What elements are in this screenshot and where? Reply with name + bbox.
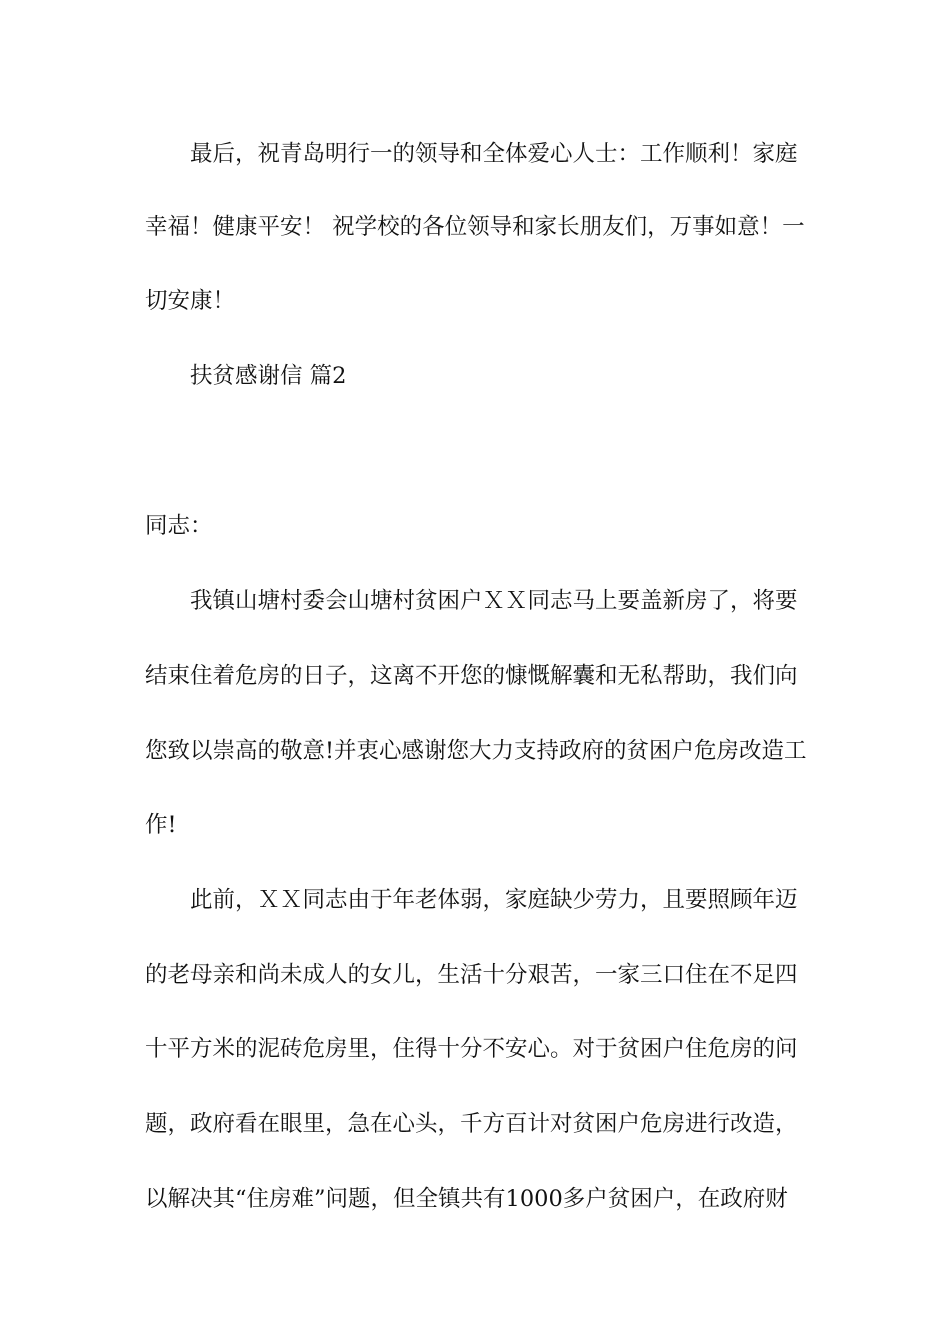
paragraph-2-line-1: 此前，ＸＸ同志由于年老体弱，家庭缺少劳力，且要照顾年迈 — [190, 887, 798, 913]
paragraph-1-line-1: 我镇山塘村委会山塘村贫困户ＸＸ同志马上要盖新房了，将要 — [190, 588, 798, 614]
paragraph-2-line-5: 以解决其“住房难”问题，但全镇共有1000多户贫困户，在政府财 — [145, 1186, 788, 1212]
paragraph-1-line-2: 结束住着危房的日子，这离不开您的慷慨解囊和无私帮助，我们向 — [145, 663, 798, 689]
paragraph-1-line-3: 您致以崇高的敬意!并衷心感谢您大力支持政府的贫困户危房改造工 — [145, 738, 807, 764]
paragraph-2-line-4: 题，政府看在眼里，急在心头，千方百计对贫困户危房进行改造， — [145, 1111, 798, 1137]
salutation: 同志： — [145, 513, 213, 539]
paragraph-closing-line-3: 切安康！ — [145, 288, 236, 314]
paragraph-1-line-4: 作! — [145, 812, 177, 838]
paragraph-closing-line-2: 幸福！健康平安！ 祝学校的各位领导和家长朋友们，万事如意！一 — [145, 214, 805, 240]
section-title: 扶贫感谢信 篇2 — [190, 363, 347, 389]
paragraph-closing-line-1: 最后，祝青岛明行一的领导和全体爱心人士：工作顺利！家庭 — [190, 141, 798, 167]
paragraph-2-line-2: 的老母亲和尚未成人的女儿，生活十分艰苦，一家三口住在不足四 — [145, 962, 798, 988]
paragraph-2-line-3: 十平方米的泥砖危房里，住得十分不安心。对于贫困户住危房的问 — [145, 1036, 798, 1062]
